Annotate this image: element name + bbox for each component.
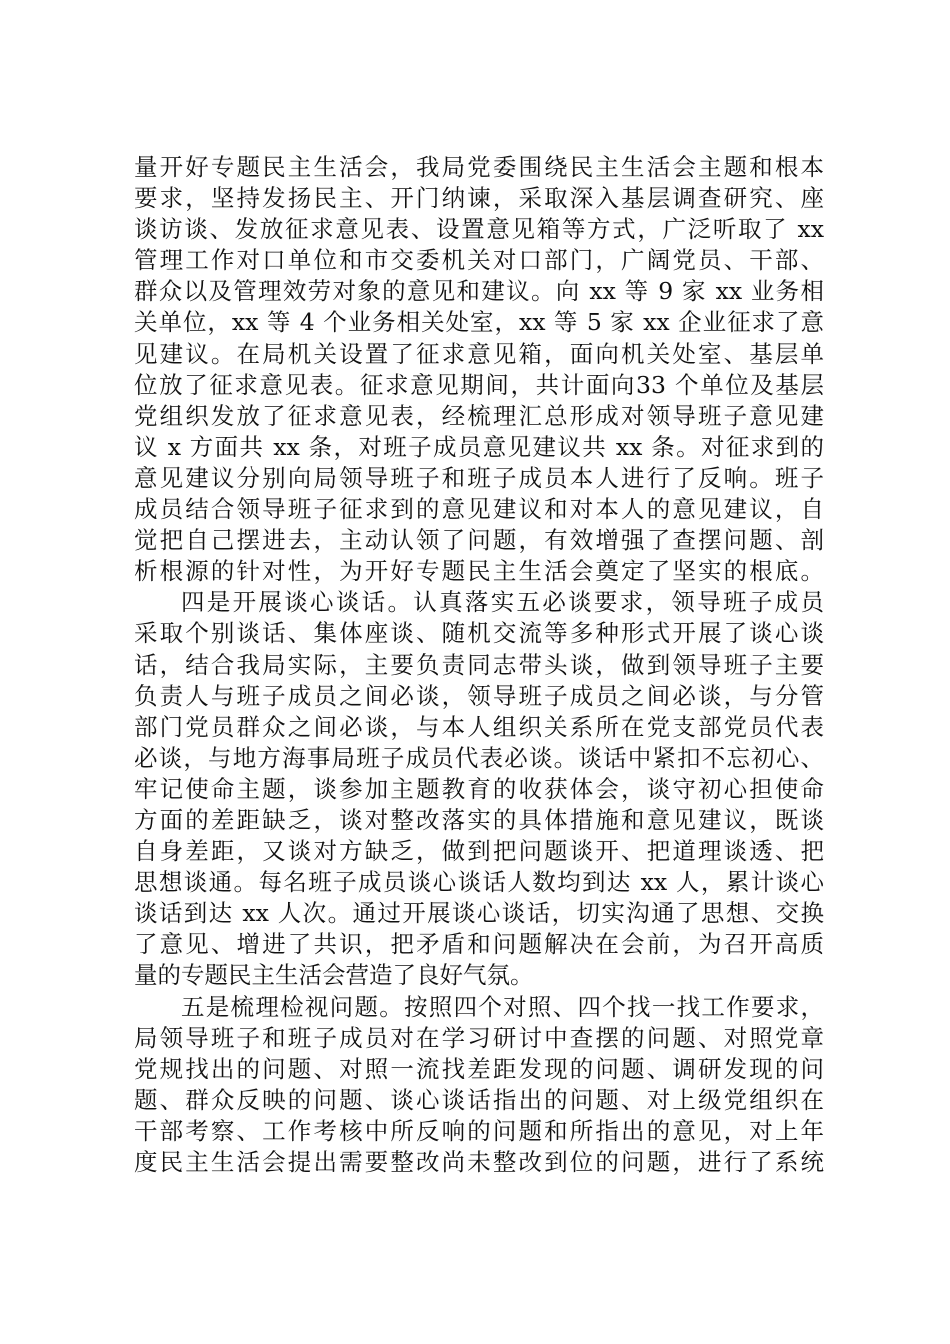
text-line: 局领导班子和班子成员对在学习研讨中查摆的问题、对照党章: [134, 1023, 824, 1052]
text-line: 方面的差距缺乏，谈对整改落实的具体措施和意见建议，既谈: [134, 805, 824, 834]
body-text: [134, 152, 824, 1178]
text-line: 关单位，xx 等 4 个业务相关处室，xx 等 5 家 xx 企业征求了意: [134, 308, 824, 337]
text-line: 谈话到达 xx 人次。通过开展谈心谈话，切实沟通了思想、交换: [134, 899, 824, 928]
text-line: 意见建议分别向局领导班子和班子成员本人进行了反响。班子: [134, 463, 824, 492]
paragraph-first-line: 四是开展谈心谈话。认真落实五必谈要求，领导班子成员: [181, 588, 824, 617]
paragraph-last-line: 量的专题民主生活会营造了良好气氛。: [134, 961, 534, 990]
text-line: 话，结合我局实际，主要负责同志带头谈，做到领导班子主要: [134, 650, 824, 679]
text-line: 管理工作对口单位和市交委机关对口部门，广阔党员、干部、: [134, 246, 824, 275]
text-line: 析根源的针对性，为开好专题民主生活会奠定了坚实的根底。: [134, 557, 824, 586]
text-line: 见建议。在局机关设置了征求意见箱，面向机关处室、基层单: [134, 339, 824, 368]
text-line: 成员结合领导班子征求到的意见建议和对本人的意见建议，自: [134, 495, 824, 524]
text-line: 了意见、增进了共识，把矛盾和问题解决在会前，为召开高质: [134, 930, 824, 959]
text-line: 负责人与班子成员之间必谈，领导班子成员之间必谈，与分管: [134, 681, 824, 710]
text-line: 群众以及管理效劳对象的意见和建议。向 xx 等 9 家 xx 业务相: [134, 277, 824, 306]
text-line: 谈访谈、发放征求意见表、设置意见箱等方式，广泛听取了 xx: [134, 215, 824, 244]
text-line: 思想谈通。每名班子成员谈心谈话人数均到达 xx 人，累计谈心: [134, 868, 824, 897]
text-line: 自身差距，又谈对方缺乏，做到把问题谈开、把道理谈透、把: [134, 837, 824, 866]
paragraph-first-line: 五是梳理检视问题。按照四个对照、四个找一找工作要求，: [181, 992, 824, 1021]
text-line: 干部考察、工作考核中所反响的问题和所指出的意见，对上年: [134, 1116, 824, 1145]
text-line: 采取个别谈话、集体座谈、随机交流等多种形式开展了谈心谈: [134, 619, 824, 648]
text-line: 部门党员群众之间必谈，与本人组织关系所在党支部党员代表: [134, 712, 824, 741]
text-line: 党组织发放了征求意见表，经梳理汇总形成对领导班子意见建: [134, 401, 824, 430]
text-line: 党规找出的问题、对照一流找差距发现的问题、调研发现的问: [134, 1054, 824, 1083]
text-line: 度民主生活会提出需要整改尚未整改到位的问题，进行了系统: [134, 1148, 824, 1176]
text-line: 议 x 方面共 xx 条，对班子成员意见建议共 xx 条。对征求到的: [134, 432, 824, 461]
text-line: 题、群众反映的问题、谈心谈话指出的问题、对上级党组织在: [134, 1085, 824, 1114]
text-line: 要求，坚持发扬民主、开门纳谏，采取深入基层调查研究、座: [134, 184, 824, 213]
text-line: 牢记使命主题，谈参加主题教育的收获体会，谈守初心担使命: [134, 774, 824, 803]
text-line: 位放了征求意见表。征求意见期间，共计面向33 个单位及基层: [134, 370, 824, 399]
text-line: 必谈，与地方海事局班子成员代表必谈。谈话中紧扣不忘初心、: [134, 743, 824, 772]
text-line: 量开好专题民主生活会，我局党委围绕民主生活会主题和根本: [134, 153, 824, 181]
text-line: 觉把自己摆进去，主动认领了问题，有效增强了查摆问题、剖: [134, 526, 824, 555]
